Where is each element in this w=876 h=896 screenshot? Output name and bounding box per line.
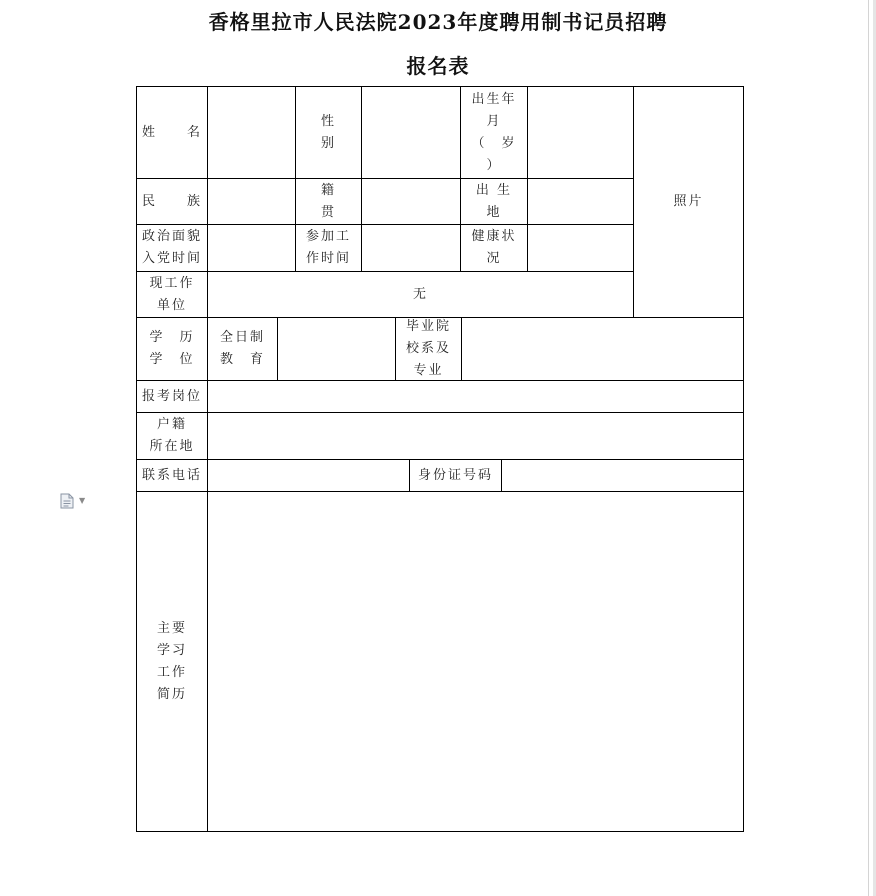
current-work-field[interactable]: 无 xyxy=(412,286,428,302)
education-label: 学 历 学 位 xyxy=(149,330,195,367)
document-title: 香格里拉市人民法院2023年度聘用制书记员招聘 xyxy=(208,10,668,34)
name-field[interactable] xyxy=(208,87,295,178)
dropdown-caret-icon[interactable]: ▼ xyxy=(79,496,86,505)
id-number-label: 身份证号码 xyxy=(417,467,493,483)
school-major-field[interactable] xyxy=(462,318,743,380)
political-status-field[interactable] xyxy=(208,225,295,271)
health-label: 健康状 况 xyxy=(471,229,517,266)
current-work-label: 现工作 单位 xyxy=(149,275,195,313)
birth-date-label: 出生年 月 （ 岁 ） xyxy=(471,91,517,173)
phone-field[interactable] xyxy=(208,460,409,491)
household-label: 户籍 所在地 xyxy=(149,417,195,454)
native-place-field[interactable] xyxy=(362,179,460,224)
ethnicity-field[interactable] xyxy=(208,179,295,224)
household-field[interactable] xyxy=(208,413,743,459)
work-start-field[interactable] xyxy=(362,225,460,271)
phone-label: 联系电话 xyxy=(141,467,202,483)
ethnicity-label: 民 族 xyxy=(141,193,202,209)
school-major-label: 毕业院 校系及 专业 xyxy=(405,319,451,378)
page-edge xyxy=(868,0,869,896)
birthplace-field[interactable] xyxy=(528,179,633,224)
work-start-label: 参加工 作时间 xyxy=(305,229,351,266)
document-icon[interactable] xyxy=(60,493,74,509)
resume-label: 主要 学习 工作 简历 xyxy=(156,620,187,702)
birth-date-field[interactable] xyxy=(528,87,633,178)
fulltime-education-label: 全日制 教 育 xyxy=(219,330,265,367)
id-number-field[interactable] xyxy=(502,460,743,491)
native-place-label: 籍 贯 xyxy=(320,182,336,220)
gender-label: 性 别 xyxy=(320,113,336,151)
resume-field[interactable] xyxy=(208,492,743,831)
photo-box[interactable]: 照片 xyxy=(673,194,704,209)
position-field[interactable] xyxy=(208,381,743,412)
gender-field[interactable] xyxy=(362,87,460,178)
birthplace-label: 出 生 地 xyxy=(475,182,513,220)
political-status-label: 政治面貌 入党时间 xyxy=(141,229,202,266)
fulltime-education-field[interactable] xyxy=(278,318,395,380)
document-subtitle: 报名表 xyxy=(406,54,470,78)
position-label: 报考岗位 xyxy=(141,388,202,404)
health-field[interactable] xyxy=(528,225,633,271)
name-label: 姓 名 xyxy=(141,124,202,140)
